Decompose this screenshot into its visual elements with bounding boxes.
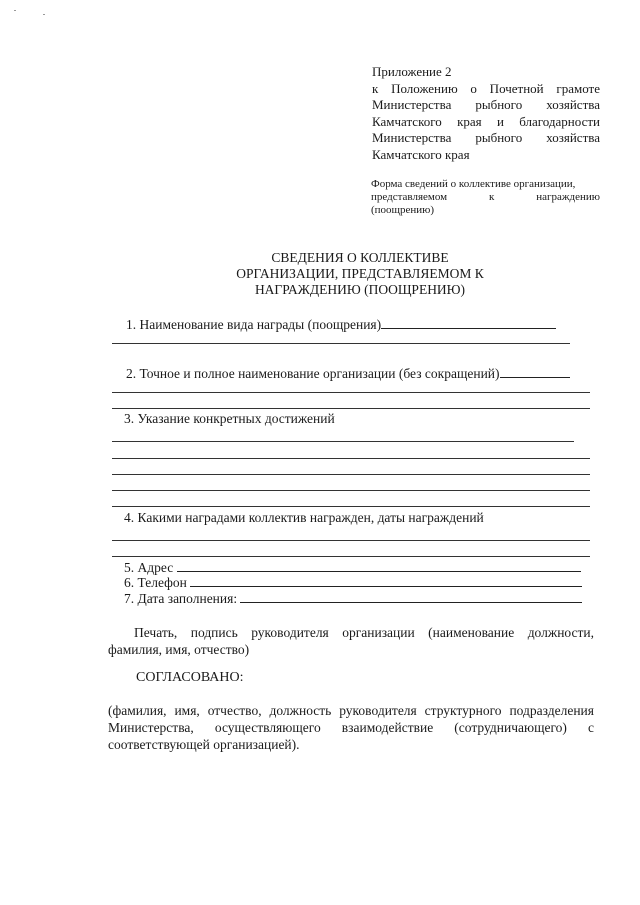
achievements-line[interactable] (112, 474, 590, 475)
org-name-input[interactable] (500, 364, 570, 378)
form-note (371, 178, 600, 217)
appendix-line: Камчатского края и благодарности (372, 113, 600, 129)
org-name-line[interactable] (112, 392, 590, 393)
achievements-line[interactable] (112, 490, 590, 491)
agreed-text: (фамилия, имя, отчество, должность руководителя структурного подразделения Министерства, осуществляющего взаимодействие (сотрудничающего) с соответствующей организацией). (108, 703, 594, 752)
fill-date-label: 7. Дата заполнения: (124, 591, 238, 606)
award-name-input[interactable] (381, 315, 556, 329)
achievements-label: 3. Указание конкретных достижений (124, 411, 335, 426)
agreed-heading: СОГЛАСОВАНО: (136, 670, 244, 685)
previous-awards-field (124, 510, 484, 526)
fill-date-input[interactable] (240, 589, 582, 603)
award-name-line[interactable] (112, 343, 570, 344)
scan-speck (43, 14, 45, 15)
address-input[interactable] (177, 558, 581, 572)
scan-speck (14, 10, 16, 11)
previous-awards-line[interactable] (112, 540, 590, 541)
achievements-top-line[interactable] (112, 408, 590, 409)
phone-label: 6. Телефон (124, 575, 187, 590)
appendix-header (372, 64, 600, 163)
appendix-line: Министерства рыбного хозяйства (372, 130, 600, 145)
form-note-line: Форма сведений о коллективе организации, (371, 178, 576, 190)
award-name-label: 1. Наименование вида награды (поощрения) (126, 317, 382, 332)
org-name-label: 2. Точное и полное наименование организации (без сокращений) (126, 366, 500, 381)
address-label: 5. Адрес (124, 560, 174, 575)
signature-text: Печать, подпись руководителя организации (наименование должности, фамилия, имя, отчество) (108, 625, 594, 657)
form-note-line: представляемом к награждению (371, 191, 600, 203)
appendix-line: Камчатского края (372, 146, 470, 162)
phone-input[interactable] (190, 573, 582, 587)
form-note-line: (поощрению) (371, 204, 435, 216)
title-line: НАГРАЖДЕНИЮ (ПООЩРЕНИЮ) (254, 282, 466, 297)
achievements-line[interactable] (112, 506, 590, 507)
appendix-line: Министерства рыбного хозяйства (372, 97, 600, 112)
award-name-field (126, 315, 556, 333)
title-line: СВЕДЕНИЯ О КОЛЛЕКТИВЕ (271, 250, 449, 265)
fill-date-field (124, 589, 582, 607)
achievements-line[interactable] (112, 441, 574, 442)
appendix-line: к Положению о Почетной грамоте (372, 80, 600, 96)
previous-awards-line[interactable] (112, 556, 590, 557)
document-title (200, 250, 520, 298)
appendix-number: Приложение 2 (372, 64, 452, 79)
previous-awards-label: 4. Какими наградами коллектив награжден, даты награждений (124, 510, 484, 525)
org-name-field (126, 364, 570, 382)
title-line: ОРГАНИЗАЦИИ, ПРЕДСТАВЛЯЕМОМ К (236, 266, 484, 281)
achievements-line[interactable] (112, 458, 590, 459)
achievements-field (124, 411, 335, 427)
